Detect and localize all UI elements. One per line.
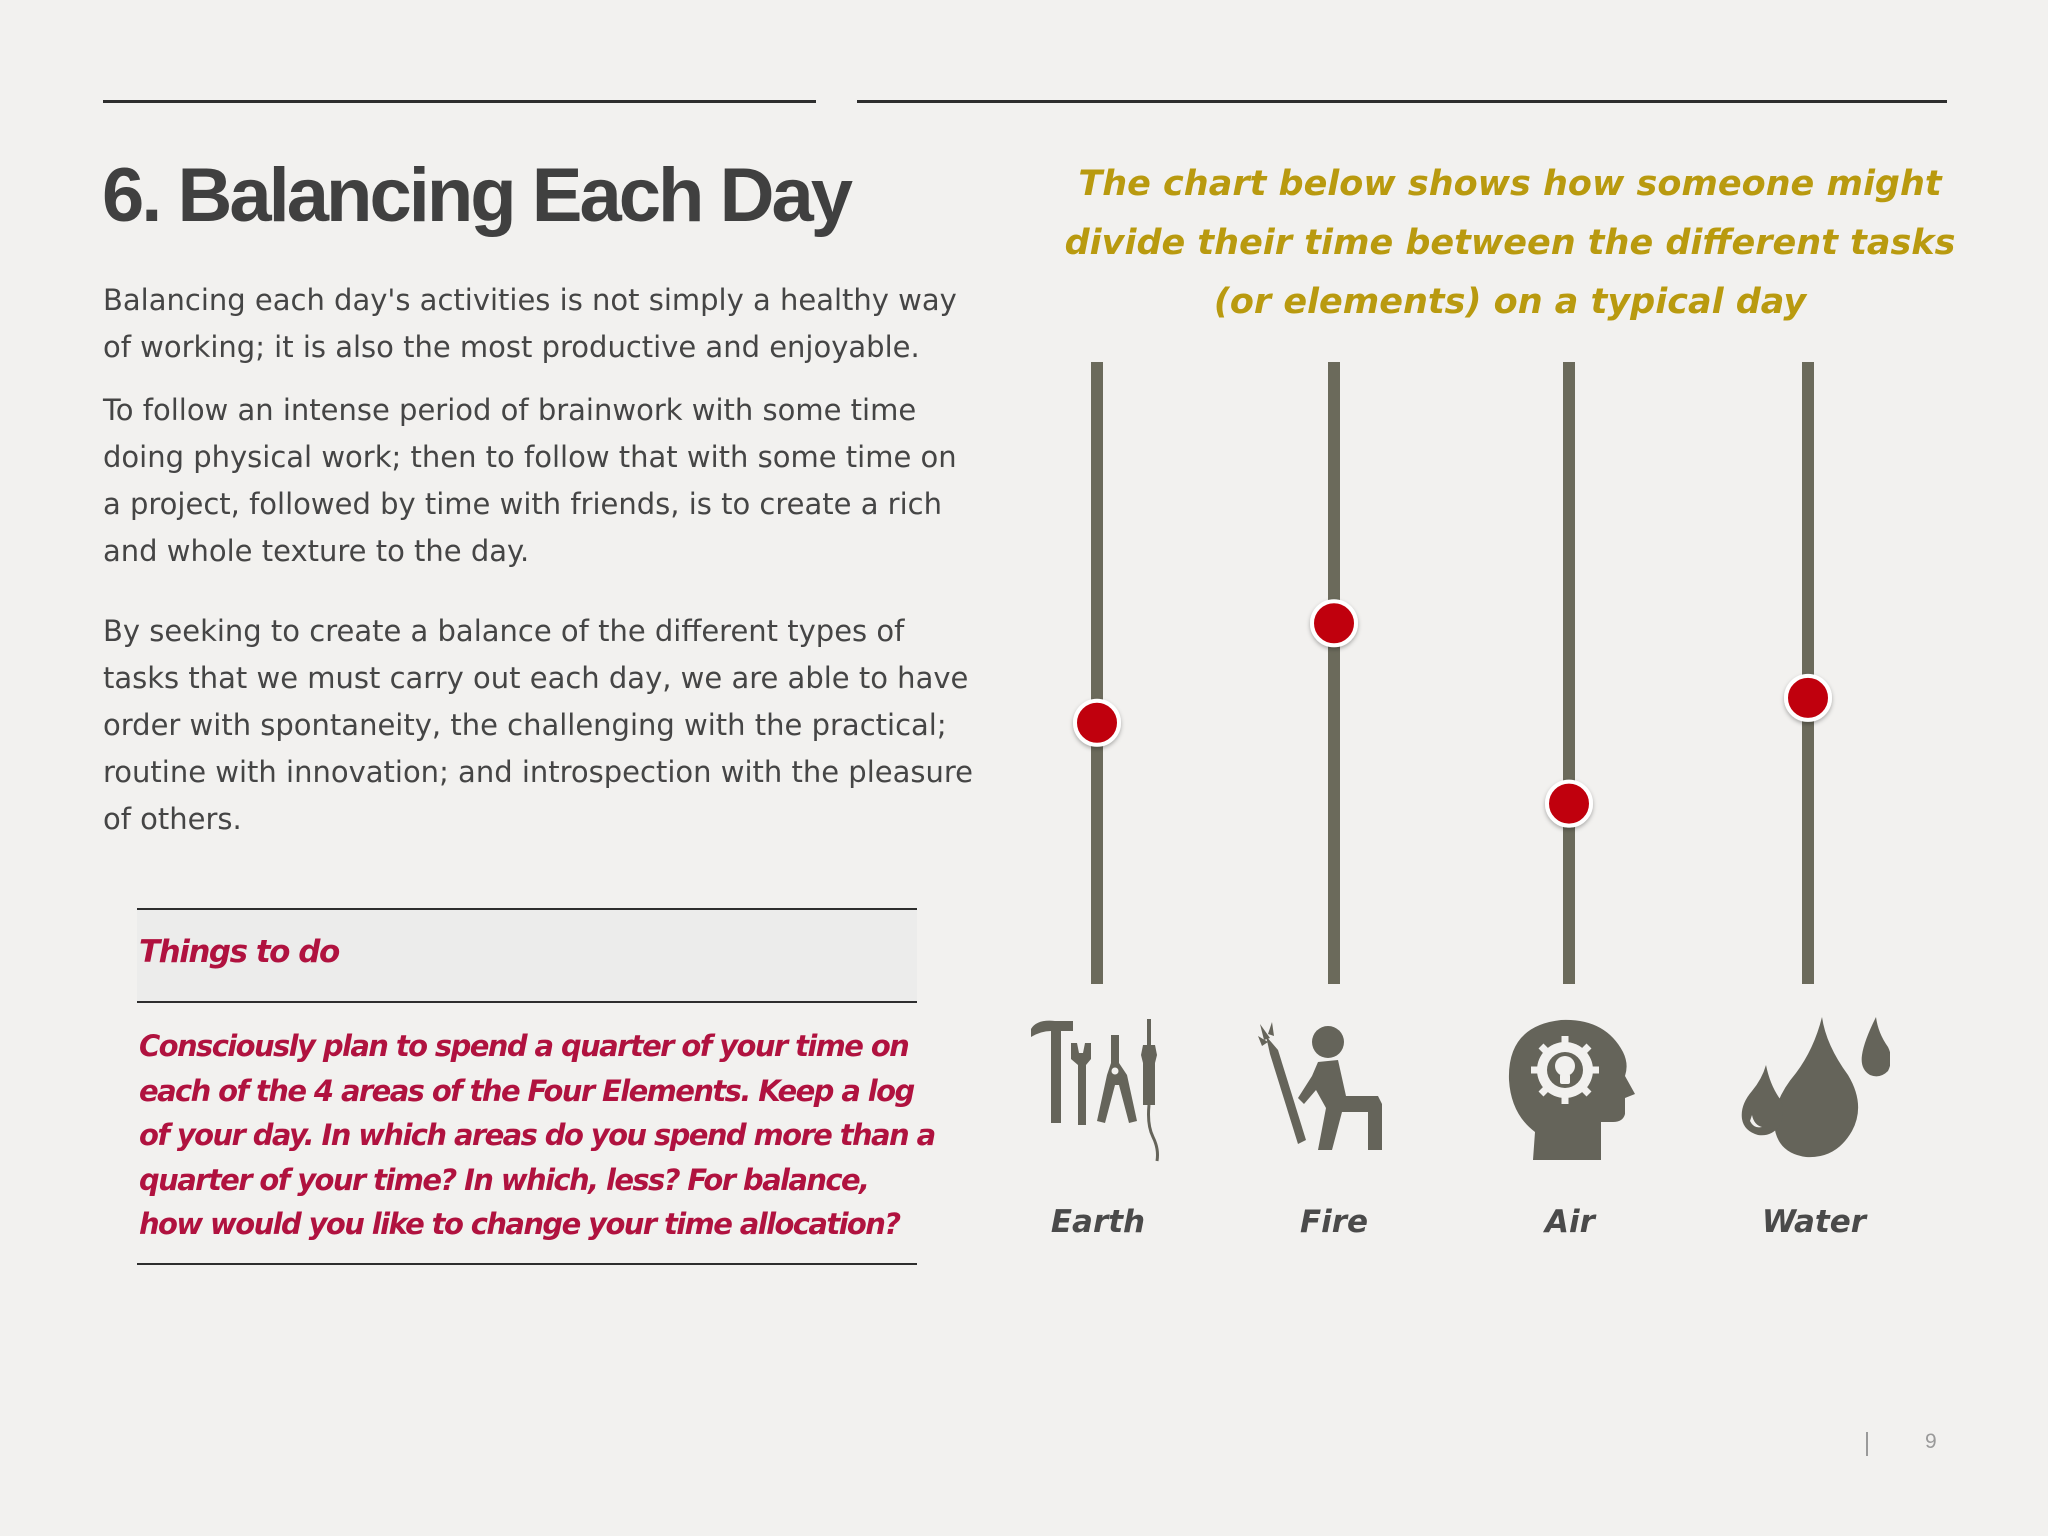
element-label-earth: Earth <box>1050 1204 1146 1240</box>
firework-icon <box>1258 1020 1408 1160</box>
tools-icon <box>1027 1015 1167 1165</box>
things-to-do-text: Consciously plan to spend a quarter of your time on each of the 4 areas of the Four Elements. Keep a log of your day. In which areas do you spend more than a quarter of your time? In which, less? For balance, how would you like to change your time allocation? <box>139 1029 935 1241</box>
water-drops-icon <box>1740 1015 1890 1165</box>
slider-knob-air[interactable] <box>1547 782 1591 826</box>
slider-track-water <box>1802 362 1814 984</box>
slider-track-air <box>1563 362 1575 984</box>
slider-knob-fire[interactable] <box>1312 601 1356 645</box>
element-label-fire: Fire <box>1299 1204 1369 1240</box>
page-number-separator <box>1866 1432 1868 1456</box>
slider-track-fire <box>1328 362 1340 984</box>
page-number: 9 <box>1925 1430 1937 1453</box>
body-paragraph-2: To follow an intense period of brainwork with some time doing physical work; then to follow that with some time on a project, followed by time with friends, is to create a rich and whole texture to the day. <box>103 393 957 568</box>
element-label-air: Air <box>1545 1204 1595 1240</box>
slider-knob-earth[interactable] <box>1075 701 1119 745</box>
things-to-do-heading: Things to do <box>139 934 339 970</box>
body-paragraph-3: By seeking to create a balance of the different types of tasks that we must carry out each day, we are able to have order with spontaneity, the challenging with the practical; routine with innovation; and introspection with the pleasure of others. <box>103 614 973 836</box>
chart-caption: The chart below shows how someone might divide their time between the different tasks (or elements) on a typical day <box>1064 164 1956 322</box>
head-gear-icon <box>1505 1018 1635 1163</box>
page-title: 6. Balancing Each Day <box>102 153 850 238</box>
slider-track-earth <box>1091 362 1103 984</box>
slider-knob-water[interactable] <box>1786 676 1830 720</box>
element-label-water: Water <box>1761 1204 1867 1240</box>
body-paragraph-1: Balancing each day's activities is not simply a healthy way of working; it is also the most productive and enjoyable. <box>103 283 957 364</box>
